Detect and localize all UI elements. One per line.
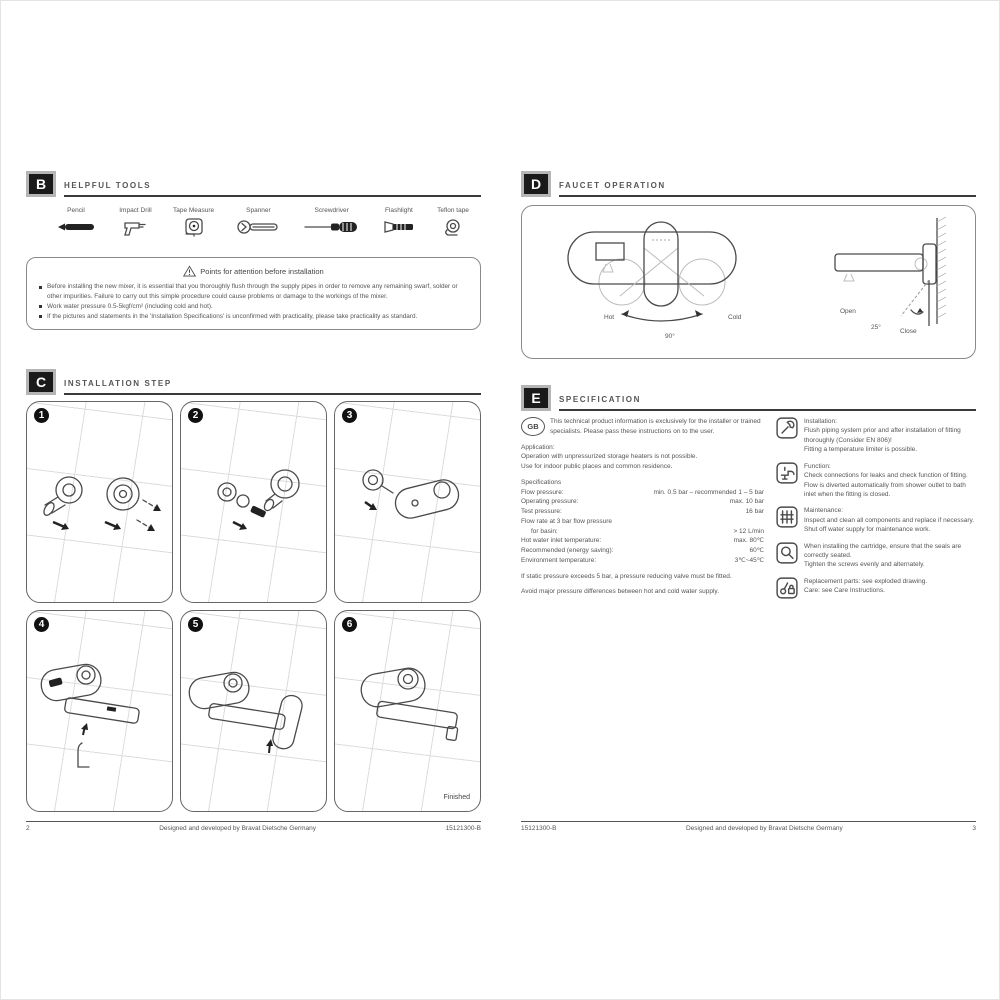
cold-label: Cold [728,314,742,321]
info-line: Care: see Care Instructions. [804,587,885,595]
info-item-maintenance [776,506,976,534]
spec-row: Operating pressure: max. 10 bar [521,498,764,506]
tool-label: Screwdriver [314,207,349,214]
step-1-valves-illustration [27,402,172,602]
section-b-underline [64,175,481,197]
page-right [521,171,976,836]
info-line: Replacement parts: see exploded drawing. [804,577,928,585]
specification-right-column [776,417,976,606]
tool-teflon-tape [437,207,469,237]
magnifier-icon [776,542,798,564]
spec-row: for basin: > 12 L/min [531,527,764,535]
attention-box [26,257,481,330]
info-line: Flush piping system prior and after installation of fitting thoroughly (Consider EN 806)! [804,427,961,444]
tool-label: Spanner [246,207,271,214]
section-b-title: HELPFUL TOOLS [64,181,152,190]
step-6-finished-illustration [335,611,480,811]
spec-row: Recommended (energy saving): 60℃ [521,547,764,554]
application-line: Use for indoor public places and common residence. [521,463,673,470]
info-line: Function: [804,462,831,470]
section-e-underline [559,389,976,411]
step-3-plate-illustration [335,402,480,602]
section-d-header [521,171,976,197]
info-line: Shut off water supply for maintenance work. [804,526,931,534]
faucet-icon [776,462,798,484]
attention-title: Points for attention before installation [200,266,324,276]
section-c-header [26,369,481,395]
info-line: Flow is diverted automatically from shower outlet to bath inlet when the fitting is closed. [804,481,966,498]
step-number-badge: 1 [34,408,49,423]
open-label: Open [840,308,856,315]
tape-measure-icon [183,217,205,237]
pencil-icon [54,217,98,237]
section-c-underline [64,373,481,395]
tools-row [54,207,469,237]
spec-note: If static pressure exceeds 5 bar, a pressure reducing valve must be fitted. [521,572,732,580]
info-line: Maintenance: [804,507,844,515]
info-item-cartridge [776,542,976,570]
info-line: Fitting a temperature limiter is possible. [804,446,918,454]
open-angle-label: 25° [871,324,881,331]
info-item-replacement-parts [776,577,976,599]
section-e-header [521,385,976,411]
spec-row: Hot water inlet temperature: max. 80℃ [521,537,764,545]
info-line: Inspect and clean all components and replace if necessary. [804,516,975,524]
tool-tape-measure [173,207,214,237]
attention-title-row [39,265,468,277]
doc-code: 15121300-B [521,825,557,832]
tool-impact-drill [119,207,152,237]
step-number-badge: 2 [188,408,203,423]
tool-label: Teflon tape [437,207,469,214]
info-line: When installing the cartridge, ensure that the seals are correctly seated. [804,542,962,560]
tool-flashlight [382,207,416,237]
spec-row: Flow rate at 3 bar flow pressure [521,517,613,525]
footer-credit: Designed and developed by Bravat Dietsche Germany [685,825,843,832]
tool-label: Tape Measure [172,207,215,214]
info-item-installation [776,417,976,455]
finished-label: Finished [443,794,470,801]
installation-step-panel-5 [180,610,327,812]
tool-label: Impact Drill [119,207,152,214]
faucet-side-view-diagram [817,214,967,340]
info-item-function [776,462,976,500]
tool-screwdriver [303,207,361,237]
spec-row: Flow pressure: min. 0.5 bar – recommended 1 – 5 bar [521,488,764,496]
installation-panels [26,401,481,812]
teflon-tape-icon [441,217,465,237]
step-number-badge: 4 [34,617,49,632]
step-5-lever-illustration [181,611,326,811]
specification-left-column [521,417,764,606]
specs-table [521,478,764,566]
section-e-title: SPECIFICATION [559,395,641,404]
spanner-icon [235,217,281,237]
section-d-letter: D [521,171,551,197]
flashlight-icon [382,217,416,237]
footer-credit: Designed and developed by Bravat Dietsche Germany [159,825,316,832]
section-e-letter: E [521,385,551,411]
tool-pencil [54,207,98,237]
wrench-icon [776,417,798,439]
installation-step-panel-1 [26,401,173,603]
installation-step-panel-3 [334,401,481,603]
impact-drill-icon [122,217,148,237]
close-label: Close [900,328,917,335]
parts-icon [776,577,798,599]
screwdriver-icon [303,217,361,237]
section-b-header [26,171,481,197]
swing-angle-label: 90° [665,333,675,340]
section-b-letter: B [26,171,56,197]
step-4-spout-allen-key-illustration [27,611,172,811]
step-number-badge: 5 [188,617,203,632]
application-title: Application: [521,443,555,451]
spec-note: Avoid major pressure differences between hot and cold water supply. [521,588,720,596]
maintenance-icon [776,506,798,528]
page-left [26,171,481,836]
info-line: Check connections for leaks and check function of fitting. [804,472,968,480]
attention-bullet: Before installing the new mixer, it is essential that you thoroughly flush through the supply pipes in order to remove any remaining swarf, solder or other impurities. Failure to carry out this simple procedure could cause problems or damage to the workings of the mixer. [39,282,468,302]
attention-bullet: Work water pressure 0.5-5kgf/cm² (including cold and hot). [39,302,468,312]
gb-region-badge: GB [521,417,545,436]
attention-bullet: If the pictures and statements in the 'Installation Specifications' is unconfirmed with practicality, please take practicality as standard. [39,312,468,322]
warning-triangle-icon [183,265,196,277]
attention-list [39,282,468,322]
step-2-nut-illustration [181,402,326,602]
installation-step-panel-2 [180,401,327,603]
spec-row: Environment temperature: 3℃~45℃ [521,556,764,564]
application-line: Operation with unpressurized storage heaters is not possible. [521,453,698,461]
region-intro-row [521,417,764,437]
installation-step-panel-4 [26,610,173,812]
tool-label: Pencil [67,207,85,214]
section-d-title: FAUCET OPERATION [559,181,666,190]
doc-code: 15121300-B [445,825,481,832]
section-c-letter: C [26,369,56,395]
page-number: 3 [972,825,976,832]
section-c-title: INSTALLATION STEP [64,379,172,388]
info-line: Tighten the screws evenly and alternately. [804,561,925,569]
specs-title: Specifications [521,478,562,486]
specification-body [521,417,976,606]
spec-row: Test pressure: 16 bar [521,508,764,515]
info-line: Installation: [804,418,837,425]
hot-label: Hot [604,314,615,321]
step-number-badge: 3 [342,408,357,423]
step-number-badge: 6 [342,617,357,632]
application-block [521,443,764,472]
faucet-operation-box [521,205,976,359]
installation-step-panel-6 [334,610,481,812]
tool-spanner [235,207,281,237]
footer-left-page [26,821,481,832]
tool-label: Flashlight [384,207,413,214]
page-number: 2 [26,825,30,832]
intro-text: This technical product information is exclusively for the installer or trained specialists. Please pass these instructions on to the user. [550,418,761,435]
section-d-underline [559,175,976,197]
footer-right-page [521,821,976,832]
